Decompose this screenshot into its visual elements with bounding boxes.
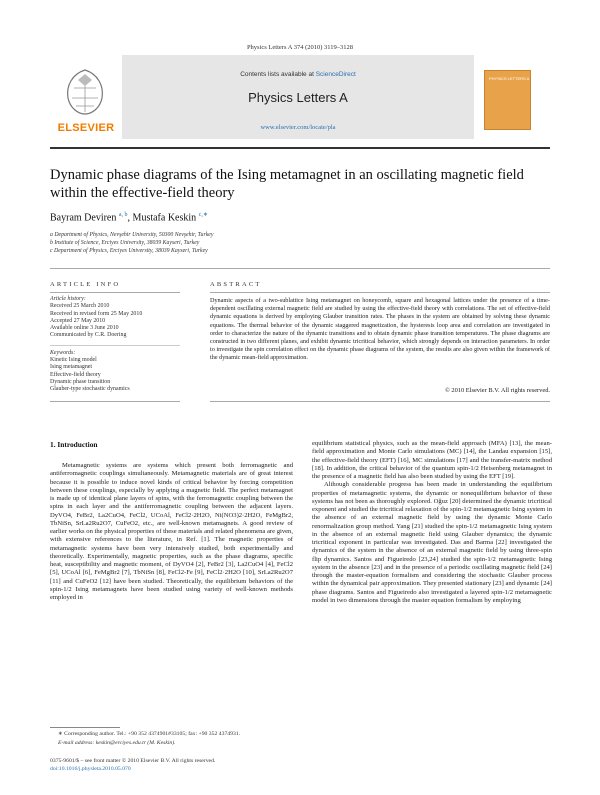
- contents-prefix: Contents lists available at: [240, 71, 316, 78]
- affiliation-rule: [50, 268, 550, 269]
- abstract-copyright: © 2010 Elsevier B.V. All rights reserved.: [444, 387, 550, 394]
- article-title: [50, 166, 560, 202]
- author-2: Mustafa Keskin: [132, 212, 197, 224]
- keyword-item: Effective-field theory: [50, 371, 101, 378]
- keywords-rule: [50, 345, 180, 346]
- elsevier-logo: [52, 64, 118, 130]
- keyword-item: Ising metamagnet: [50, 364, 93, 371]
- abstract-rule: [210, 292, 550, 293]
- journal-url-link[interactable]: www.elsevier.com/locate/pla: [260, 124, 336, 131]
- keywords-label: Keywords:: [50, 349, 76, 356]
- keywords-bottom-rule: [50, 401, 180, 402]
- journal-citation: Physics Letters A 374 (2010) 3119–3128: [246, 44, 354, 51]
- history-item: Communicated by C.R. Doering: [50, 332, 127, 339]
- history-item: Available online 3 June 2010: [50, 325, 119, 332]
- section-heading-introduction: 1. Introduction: [50, 440, 98, 449]
- author-separator: ,: [127, 212, 133, 224]
- contents-line: [122, 71, 474, 78]
- history-item: Accepted 27 May 2010: [50, 317, 106, 324]
- author-1-affiliation-link[interactable]: a, b: [118, 212, 128, 218]
- header-rule: [50, 147, 550, 149]
- article-info: [50, 296, 180, 394]
- footer-doi-link[interactable]: doi:10.1016/j.physleta.2010.05.070: [50, 766, 131, 772]
- history-label: Article history:: [50, 296, 86, 302]
- abstract-bottom-rule: [210, 401, 550, 402]
- sciencedirect-link[interactable]: ScienceDirect: [315, 71, 356, 78]
- affiliation-c: c Department of Physics, Erciyes University, 38039 Kayseri, Turkey: [50, 248, 208, 254]
- history-item: Received 25 March 2010: [50, 303, 110, 310]
- body-right-paragraph-2: Although considerable progress has been made in understanding the equilibrium properties of metamagnetic systems, the dynamic or nonequilibrium behavior of these systems has not been as thoroughly explored. Oğuz [20] determined the dynamic tricritical exponent and studied the tricritical relaxation of the spin-1/2 metamagnetic Ising system in the absence of an external magnetic field by using the dynamic Monte Carlo renormalization group method. Yang [21] studied the spin-1/2 metamagnetic Ising system in the absence of an external magnetic field using Glauber dynamics; the dynamic tricritical exponent in particular was investigated. Das and Barma [22] investigated the dynamics of the system in the absence of an external magnetic field by using three-spin flip dynamics. Santos and Figueiredo [23,24] studied the spin-1/2 metamagnetic Ising system in the absence [23] and in the presence of a periodic oscillating magnetic field [24] through the master-equation formalism and considering the stochastic Glauber process within the dynamical pair approximation. They presented stationary [23] and dynamic [24] phase diagrams. Santos and Figueiredo also investigated a layered spin-1/2 metamagnetic model in two dimensions through the master equation formalism by employing: [312, 481, 552, 604]
- footnote-rule: [50, 727, 120, 728]
- body-right-column: [312, 440, 552, 605]
- author-2-affiliation-link[interactable]: c,∗: [198, 212, 208, 218]
- cover-text: PHYSICS LETTERS A: [489, 76, 530, 81]
- body-left-column: Metamagnetic systems are systems which present both ferromagnetic and antiferromagnetic couplings simultaneously. Metamagnetic materials are of great interest because it is possible to induce novel kinds of critical behavior by forcing competition between these couplings, especially by applying a magnetic field. The perfect metamagnet is made up of identical plane layers of spins, with the ferromagnetic coupling between the spins in each layer and the antiferromagnetic coupling between the adjacent layers. DyVO4, FeBr2, La2CuO4, FeCl2, UCoAl, FeCl2·2H2O, Ni(NO3)2·2H2O, FeMgBr2, TbNiSn, SrLa2Ru2O7, CuFeO2, etc., are well-known metamagnets. A good review of earlier works on the physical properties of these materials and related phenomena are given, with extensive references to the literature, in Ref. [1]. The magnetic properties of metamagnetic systems have been very intensively studied, both experimentally and theoretically. Experimentally, magnetic properties, such as the phase diagrams, specific heat, susceptibility and magnetic moment, of DyVO4 [2], FeBr2 [3], La2CuO4 [4], FeCl2 [5], UCoAl [6], FeMgBr2 [7], TbNiSn [8], FeCl2-Fe [9], FeCl2·2H2O [10], SrLa2Ru2O7 [11] and CuFeO2 [12] have been studied. Theoretically, the equilibrium behaviors of the spin-1/2 Ising metamagnets have been studied using variety of well-known methods employed in: [50, 462, 293, 601]
- journal-cover-image: [484, 70, 531, 130]
- affiliation-a: a Department of Physics, Nevşehir University, 50300 Nevşehir, Turkey: [50, 232, 214, 238]
- journal-title: Physics Letters A: [248, 90, 348, 105]
- elsevier-logo-text: ELSEVIER: [57, 122, 115, 134]
- keyword-item: Dynamic phase transition: [50, 378, 111, 385]
- article-info-heading: ARTICLE INFO: [50, 281, 121, 288]
- footer-issn: 0375-9601/$ – see front matter © 2010 Elsevier B.V. All rights reserved.: [50, 758, 216, 764]
- history-item: Received in revised form 25 May 2010: [50, 310, 143, 317]
- abstract-heading: ABSTRACT: [210, 281, 262, 288]
- author-1: Bayram Deviren: [50, 212, 117, 224]
- abstract-text: Dynamic aspects of a two-sublattice Ising metamagnet on honeycomb, square and hexagonal lattices under the presence of a time-dependent oscillating external magnetic field are studied by using the effective-field theory with correlations. The set of effective-field dynamic equations is derived by employing Glauber transition rates. The phases in the system are obtained by solving these dynamic equations. The thermal behavior of the dynamic staggered magnetization, the hysteresis loop area and correlation are investigated in order to characterize the nature of the dynamic transitions and to obtain dynamic phase transition temperatures. The phase diagrams are constructed in two different planes, and exhibit dynamic tricritical behavior, which strongly depends on interaction parameters. In order to investigate the spin correlation effect on the dynamic phase diagrams of the system, the results are also given within the framework of the dynamic mean-field approximation.: [210, 297, 550, 362]
- author-list: [50, 211, 208, 223]
- footnote-email[interactable]: E-mail address: keskin@erciyes.edu.tr (M. Keskin).: [58, 740, 176, 746]
- body-right-paragraph-1: equilibrium statistical physics, such as the mean-field approach (MFA) [13], the mean-field approximation and Monte Carlo simulations (MC) [14], the Landau expansion [15], the effective-field theory (EFT) [16], MC simulations [17] and the transfer-matrix method [18]. In addition, the critical behavior of the quantum spin-1/2 Heisenberg metamagnet in the presence of a magnetic field has also been studied by using the EFT [19].: [312, 440, 552, 480]
- article-info-rule: [50, 292, 180, 293]
- title-line-2: within the effective-field theory: [50, 185, 235, 201]
- footnote-corresponding: ∗ Corresponding author. Tel.: +90 352 4374901#33105; fax: +90 352 4374931.: [58, 731, 241, 737]
- keyword-item: Glauber-type stochastic dynamics: [50, 386, 130, 393]
- affiliation-b: b Institute of Science, Erciyes University, 38039 Kayseri, Turkey: [50, 240, 200, 246]
- title-line-1: Dynamic phase diagrams of the Ising metamagnet in an oscillating magnetic field: [50, 167, 524, 183]
- keyword-item: Kinetic Ising model: [50, 357, 97, 364]
